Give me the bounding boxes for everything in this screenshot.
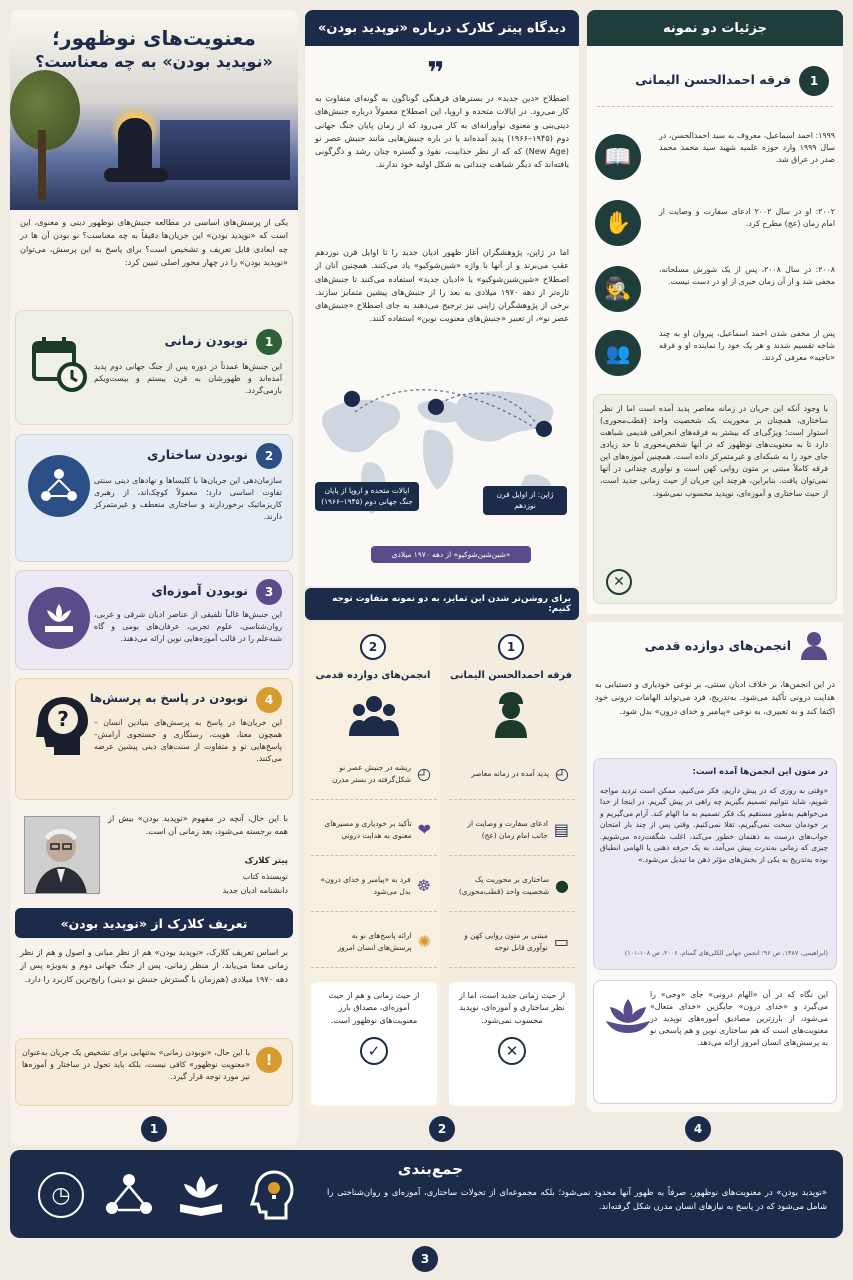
row-text: تأکید بر خودیاری و مسیرهای معنوی به هدایت درونی (324, 819, 412, 840)
row-text: ریشه در جنبش عصر نو شکل‌گرفته در بستر مدرن (332, 763, 412, 784)
clock-icon: ◷ (38, 1172, 84, 1218)
case2-quote-card (593, 758, 837, 970)
exclamation-icon: ! (256, 1047, 282, 1073)
case1-title: فرقه احمدالحسن الیمانی (635, 72, 791, 87)
x-circle-icon: ✕ (498, 1037, 526, 1065)
comparison-row (449, 860, 575, 912)
concept-title: نوبودن آموزه‌ای (151, 583, 248, 598)
group-branches-icon: 👥 (595, 330, 641, 376)
person-role-1: نویسنده کتاب (242, 872, 288, 881)
warning-box (15, 1038, 293, 1106)
concept-card-doctrinal (15, 570, 293, 670)
row-icon: ✺ (417, 931, 431, 951)
map-label-japan: ژاپن: از اوایل قرن نوزدهم (483, 486, 567, 515)
row-icon: ◴ (555, 763, 569, 783)
row-text: پدید آمده در زمانه معاصر (471, 768, 550, 778)
timeline-item: ۲۰۰۲: او در سال ۲۰۰۲ ادعای سفارت و وصایت از امام زمان (عج) مطرح کرد. (659, 207, 835, 229)
concept-text: این جریان‌ها در پاسخ به پرسش‌های بنیادین انسان –همچون معنا، هویت، رستگاری و جستجوی آرامش– پاسخ‌هایی نو و متفاوت از سنت‌های دینی پیشین عرضه می‌کنند. (94, 718, 282, 764)
row-text: مبتنی بر متون روایی کهن و نوآوری قابل توجه (464, 931, 548, 952)
person-name: پیتر کلارک (244, 856, 288, 866)
check-circle-icon: ✓ (360, 1037, 388, 1065)
quote-mark-icon: ❞ (427, 56, 445, 91)
map-pin-usa: ⬤ (343, 388, 361, 407)
case1-divider (597, 106, 833, 107)
clark-paragraph-1: اصطلاح «دین جدید» در بسترهای فرهنگی گوناگون به گونه‌ای متفاوت به کار می‌رود. در ایالات متحده و اروپا، این اصطلاح معمولاً درباره جنبش‌های دینی‌بنی و معنوی نوآورانه‌ای به کار می‌رود که از زمان پایان جنگ جهانی دوم (۱۹۴۵–۱۹۶۶) پدید آمده‌اند یا در باره جنبش‌هایی مانند جنبش عصر نو (New Age) که که از نظر جذابیت، نفوذ و گستره چنان رشد و دگرگونی یافته‌اند که دیگر شباهت چندانی به شکل اولیه خود ندارند. (315, 93, 569, 170)
concept-text: این جنبش‌ها غالباً تلفیقی از عناصر ادیان شرقی و غربی، روان‌شناسی، علوم تجربی، عرفان‌های بومی و گاه شبه‌علم را در قالب آموزه‌هایی نوین ارائه می‌دهند. (94, 610, 282, 644)
warning-text: با این حال، «نوبودن زمانی» به‌تنهایی برای تشخیص یک جریان به‌عنوان «معنویت نوظهور» کافی نیست، بلکه باید تحول در ساختار و آموزه‌ها نیز مورد توجه قرار گیرد. (22, 1048, 250, 1082)
lotus-book-icon (176, 1172, 226, 1222)
right-case-title: فرقه احمدالحسن الیمانی (449, 670, 573, 681)
head-question-icon (28, 693, 90, 759)
definition-text: بر اساس تعریف کلارک، «نوپدید بودن» هم از نظر مبانی و اصول و هم از نظر زمانی معنا می‌یابد. از منظر زمانی، پس از جنگ جهانی دوم و به‌ویژه پس از دهه ۱۹۷۰ میلادی (هم‌زمان با گسترش جنبش نو دینی) رایج‌ترین کاربرد را دارد. (20, 947, 288, 984)
concept-title: نوبودن زمانی (164, 333, 248, 348)
comparison-row (449, 804, 575, 856)
row-text: ادعای سفارت و وصایت از جانب امام زمان (عج) (467, 819, 548, 840)
x-circle-icon: ✕ (606, 569, 632, 595)
page-number-1: 1 (141, 1116, 167, 1142)
concept-title: نوبودن ساختاری (147, 447, 248, 462)
row-icon: ● (555, 875, 569, 895)
concept-card-temporal (15, 310, 293, 425)
concept-card-structural (15, 434, 293, 562)
page-title (18, 26, 290, 71)
details-title-band: جزئیات دو نمونه (587, 10, 843, 46)
row-icon: ▤ (553, 819, 569, 839)
column-clark (305, 10, 579, 1145)
calendar-clock-icon (28, 333, 88, 393)
row-icon: ☸ (416, 875, 431, 895)
column-details (587, 10, 843, 1145)
concept-number: 3 (256, 579, 282, 605)
case2-text: در این انجمن‌ها، بر خلاف ادیان سنتی، بر نوعی خودیاری و دستیابی به هدایت درونی تأکید می‌شود. به‌تدریج، فرد می‌تواند الهامات درونی خود اکتفا کند و به تعبیری، به نوعی «پیامبر و خدای درون» بدل شود. (595, 679, 835, 716)
clark-paragraph-2: اما در ژاپن، پژوهشگران آغاز ظهور ادیان جدید را تا اوایل قرن نوزدهم عقب می‌برند و از آنها با واژه «شین‌شوکیو» یاد می‌کنند. همچنین آنان از اصطلاح «شین‌شین‌شوکیو» یا «ادیان جدید» استفاده می‌کنند تا جنبش‌های تازه‌تر از دهه ۱۹۷۰ میلادی به بعد را از جنبش‌های پیشین متمایز سازند. برخی از پژوهشگران ژاپنی نیز ترجیح می‌دهند به جای اصطلاح «جنبش‌های عصر نو»، از تعبیر «جنبش‌های معنویت نوین» استفاده کنند. (315, 247, 569, 324)
concept-number: 2 (256, 443, 282, 469)
quote-reference: (ابراهیمی، ۱۳۸۷، ص ۹۶؛ انجمن جهانی الکلی‌های گمنام، ۲۰۰۶، ص ۱۰۸-۱۰۱) (624, 949, 828, 957)
network-people-icon (104, 1172, 154, 1222)
title-line-2: «نوپدید بودن» به چه معناست؟ (35, 52, 273, 71)
page-number-2: 2 (429, 1116, 455, 1142)
concept-number: 1 (256, 329, 282, 355)
intro-text: یکی از پرسش‌های اساسی در مطالعه جنبش‌های نوظهور دینی و معنوی، این است که «نوپدید بودن» این جریان‌ها دقیقاً به چه معناست؟ نو بودن آن ها در چه ابعادی قابل تعریف و تشخیص است؟ برای پاسخ به این پرسش، می‌توان «نوپدید بودن» را در چهار محور اصلی تبیین کرد: (20, 217, 288, 267)
comparison-row (449, 916, 575, 968)
case2-summary: این نگاه که در آن «الهام درونی» جای «وحی» را می‌گیرد و «خدای درون» جایگزین «خدای متعال» می‌شود، از بارزترین مصادیق آموزه‌های نوپدید در معنویت‌های است که هم ساختاری نوین و هم پاسخی نو به پرسش‌های انسان امروز ارائه می‌دهد. (650, 990, 828, 1048)
open-book-icon: 📖 (595, 134, 641, 180)
case1-number: 1 (799, 66, 829, 96)
left-case-title: انجمن‌های دوازده قدمی (315, 670, 431, 681)
hidden-person-icon: 🕵 (595, 266, 641, 312)
timeline-item: پس از مخفی شدن احمد اسماعیل، پیروان او به چند شاخه تقسیم شدند و هر یک خود را نماینده او و فرقه «ناجیه» معرفی کردند. (659, 329, 835, 363)
comparison-band: برای روشن‌تر شدن این تمایز، به دو نمونه متفاوت توجه کنیم: (305, 588, 579, 620)
row-icon: ◴ (417, 763, 431, 783)
lotus-icon (604, 995, 652, 1035)
person-role-2: دانشنامه ادیان جدید (222, 886, 288, 895)
row-text: ساختاری بر محوریت یک شخصیت واحد (قطب‌محوری) (458, 875, 550, 896)
network-people-icon (28, 455, 90, 517)
concept-title: نوبودن در پاسخ به پرسش‌ها (89, 691, 248, 705)
definition-band: تعریف کلارک از «نوپدید بودن» (15, 908, 293, 938)
comparison-row (311, 916, 437, 968)
conclusion-text: از حیث زمانی جدید است، اما از نظر ساختاری و آموزه‌ای، نوپدید محسوب نمی‌شود. (458, 991, 565, 1025)
map-label-usa: ایالات متحده و اروپا از پایان جنگ جهانی دوم (۱۹۴۵–۱۹۶۶) (315, 482, 419, 511)
concept-card-answers (15, 678, 293, 800)
clark-portrait (24, 816, 100, 894)
row-icon: ▭ (553, 931, 569, 951)
svg-text:?: ? (57, 707, 69, 731)
row-text: فرد به «پیامبر و خدای درون» بدل می‌شود (320, 875, 411, 896)
raised-hand-icon: ✋ (595, 200, 641, 246)
row-icon: ❤ (417, 819, 431, 839)
clark-intro: با این حال، آنچه در مفهوم «نوپدید بودن» بیش از همه برجسته می‌شود، بعد زمانی آن است. (108, 813, 288, 837)
concept-text: سازمان‌دهی این جریان‌ها با کلیساها و نهادهای دینی سنتی تفاوت اساسی دارد؛ معمولاً کوچک‌اند، از رهبری کاریزماتیک برخوردارند و ساختاری منعطف و غیرمتمرکز دارند. (94, 476, 282, 522)
concept-number: 4 (256, 687, 282, 713)
comparison-row (311, 804, 437, 856)
timeline-item: ۱۹۹۹: احمد اسماعیل، معروف به سید احمدالحسن، در سال ۱۹۹۹ وارد حوزه علمیه شهید سید محمد محمد صدر در عراق شد. (659, 131, 835, 165)
column-concepts (10, 10, 298, 1145)
comparison-row (311, 860, 437, 912)
summary-banner (10, 1150, 843, 1238)
right-conclusion (449, 982, 575, 1106)
case-number-left: 2 (360, 634, 386, 660)
clark-title-band: دیدگاه پیتر کلارک درباره «نوپدید بودن» (305, 10, 579, 46)
case1-summary: با وجود آنکه این جریان در زمانه معاصر پدید آمده است اما از نظر ساختاری، همچنان بر محوریت یک شخصیت واحد (قطب‌محوری) استوار است؛ ویژگی‌ای که بیشتر به فرقه‌های انحرافی قدیمی شباهت دارد تا به معنویت‌های نوظهور که در آنها شخص‌محوری تا حد زیادی جای خود را به شبکه‌ای و غیرمتمرکز داده است. همچنین آموزه‌های این فرقه کاملاً مبتنی بر متون روایی کهن است و نوآوری چندانی در آنها نمی‌توان یافت. بنابراین، هرچند این جریان از حیث زمانی جدید است، از حیث ساختاری و آموزه‌ای، نوپدید محسوب نمی‌شود. (600, 404, 828, 498)
timeline-item: ۲۰۰۸: در سال ۲۰۰۸، پس از یک شورش مسلحانه، مخفی شد و از آن زمان خبری از او در دست نیست. (659, 265, 835, 287)
comparison-row (449, 748, 575, 800)
group-people-icon (349, 692, 399, 742)
lotus-book-icon (28, 587, 90, 649)
row-text: ارائه پاسخ‌های نو به پرسش‌های انسان امروز (337, 931, 412, 952)
concept-text: این جنبش‌ها عمدتاً در دوره پس از جنگ جهانی دوم پدید آمده‌اند و ظهورشان به قرن بیستم و بیست‌ویکم بازمی‌گردد. (94, 362, 282, 396)
left-conclusion (311, 982, 437, 1106)
page-number-3: 3 (412, 1246, 438, 1272)
quote-title: در متون این انجمن‌ها آمده است: (692, 767, 828, 777)
quote-text: «وقتی به روزی که در پیش داریم، فکر می‌کنیم، ممکن است تردید مواجه شویم، شاید نتوانیم تصمیم بگیریم چه راهی در پیش گیریم. در اینجا از خدا می‌خواهیم به‌طور مستقیم یک فکر تصمیم به ما الهام کند. آرام می‌گیریم و بر خودمان سخت نمی‌گیریم، تقلا نمی‌کنیم. وقتی پس از چند بار امتحان جواب‌های درست به ذهنمان خطور می‌کند، اغلب شگفت‌زده می‌شویم. چیزی که زمانی به‌ندرت پیش می‌آمد، به یک حرفه ذهنی یا الهامی انطباق بوده به‌تدریج به یکی از بخش‌های مؤثر ذهن ما تبدیل می‌شود.» (600, 786, 828, 864)
map-pin-japan: ⬤ (535, 418, 553, 437)
case2-title: انجمن‌های دوازده قدمی (644, 638, 791, 653)
case2-summary-card (593, 980, 837, 1104)
page-number-4: 4 (685, 1116, 711, 1142)
case1-summary-card (593, 394, 837, 604)
conclusion-text: از حیث زمانی و هم از حیث آموزه‌ای، مصداق بارز معنویت‌های نوظهور است. (328, 991, 420, 1025)
comparison-row (311, 748, 437, 800)
leader-person-icon (491, 692, 531, 742)
map-pin-europe: ⬤ (427, 396, 445, 415)
person-silhouette-icon (799, 630, 829, 660)
summary-title: جمع‌بندی (397, 1160, 463, 1178)
case-number-right: 1 (498, 634, 524, 660)
summary-text: «نوپدید بودن» در معنویت‌های نوظهور، صرفاً به ظهور آنها محدود نمی‌شود؛ بلکه مجموعه‌ای از تحولات ساختاری، آموزه‌ای و روان‌شناختی را شامل می‌شود که در پاسخ به نیازهای انسان مدرن شکل گرفته‌اند. (327, 1187, 827, 1211)
lightbulb-head-icon (248, 1170, 294, 1224)
map-label-shinshin: «شین‌شین‌شوکیو» از دهه ۱۹۷۰ میلادی (371, 546, 531, 563)
title-line-1: معنویت‌های نوظهور؛ (52, 26, 256, 50)
